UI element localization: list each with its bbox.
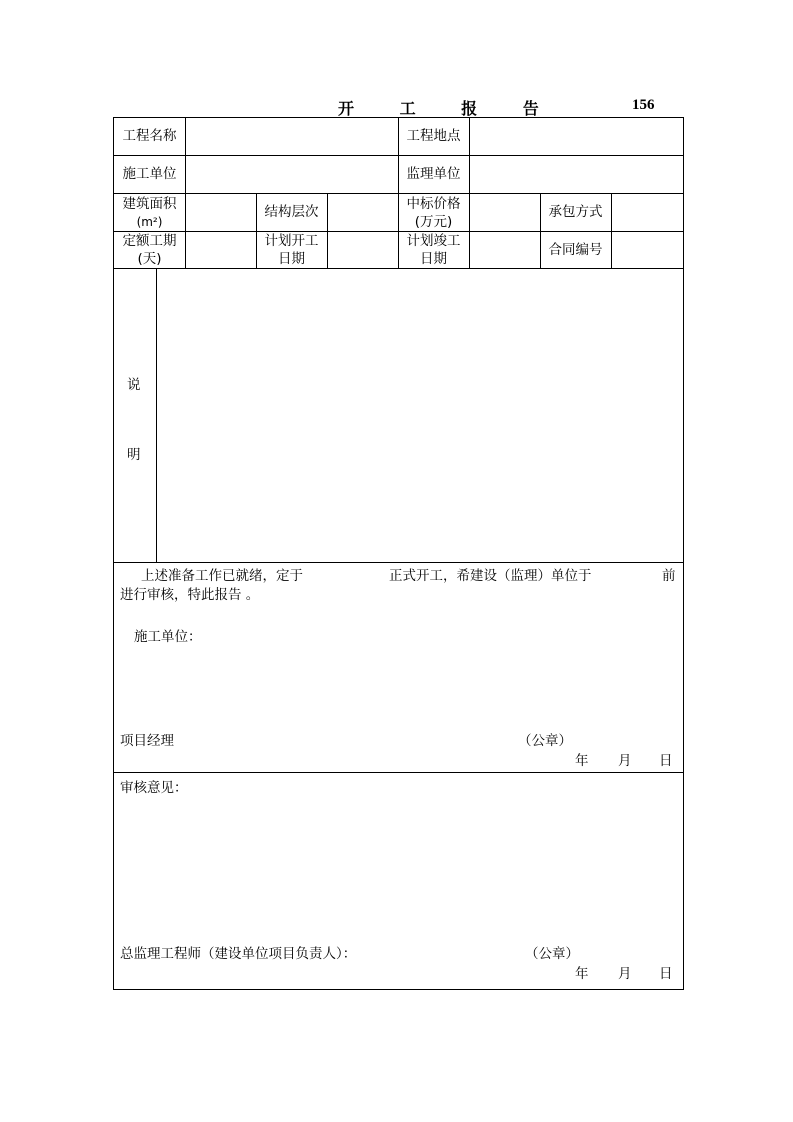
- declaration-line2: 进行审核，特此报告 。: [120, 587, 260, 603]
- declaration-line1-part3: 前: [662, 568, 676, 584]
- review-day: 日: [659, 966, 673, 982]
- description-char-1: 说: [127, 377, 141, 393]
- contract-no-label: 合同编号: [548, 241, 603, 258]
- declaration-seal: （公章）: [518, 733, 572, 749]
- bid-price-label-line2: (万元): [414, 213, 453, 230]
- plan-finish-label: [398, 232, 469, 268]
- quota-period-label-line2: (天): [137, 251, 162, 267]
- project-location-label: 工程地点: [406, 128, 461, 144]
- building-area-label: [114, 194, 185, 231]
- review-opinion-label: 审核意见：: [120, 780, 188, 796]
- row-divider: [114, 772, 683, 773]
- chief-supervisor-label: 总监理工程师（建设单位项目负责人）：: [120, 946, 357, 962]
- plan-finish-label-line1: 计划竣工: [406, 233, 461, 249]
- review-year: 年: [575, 966, 589, 982]
- bid-price-label-line1: 中标价格: [406, 195, 461, 212]
- plan-start-field[interactable]: [328, 232, 398, 268]
- plan-start-label-line1: 计划开工: [264, 233, 319, 249]
- declaration-month: 月: [618, 753, 632, 769]
- row-divider: [114, 562, 683, 563]
- declaration-line1-part1: 上述准备工作已就绪，定于: [141, 568, 303, 584]
- document-header: [0, 96, 793, 118]
- supervisor-field[interactable]: [470, 156, 683, 193]
- building-area-label-line1: 建筑面积: [122, 195, 177, 212]
- contractor-field[interactable]: [186, 156, 398, 193]
- start-report-form: [113, 117, 684, 990]
- page-number: 156: [632, 97, 655, 113]
- building-area-label-line2: (m²): [136, 214, 163, 229]
- contract-mode-label: 承包方式: [548, 204, 603, 220]
- quota-period-field[interactable]: [186, 232, 256, 268]
- contract-no-field[interactable]: [612, 232, 683, 268]
- description-field[interactable]: [157, 269, 683, 562]
- project-location-field[interactable]: [470, 118, 683, 155]
- quota-period-label: [114, 232, 185, 268]
- declaration-day: 日: [659, 753, 673, 769]
- plan-finish-label-line2: 日期: [420, 251, 447, 267]
- plan-start-label-line2: 日期: [278, 251, 305, 267]
- contractor-unit-label: 施工单位：: [134, 629, 202, 645]
- plan-start-label: [256, 232, 327, 268]
- project-name-label: 工程名称: [122, 128, 177, 144]
- structure-floors-field[interactable]: [328, 194, 398, 231]
- bid-price-field[interactable]: [470, 194, 540, 231]
- supervisor-label: 监理单位: [406, 166, 461, 182]
- declaration-year: 年: [575, 753, 589, 769]
- contract-mode-field[interactable]: [612, 194, 683, 231]
- bid-price-label: [398, 194, 469, 231]
- review-opinion-field[interactable]: [120, 800, 677, 940]
- page-title: 开 工 报 告: [338, 99, 559, 118]
- building-area-field[interactable]: [186, 194, 256, 231]
- description-char-2: 明: [127, 447, 141, 463]
- quota-period-label-line1: 定额工期: [122, 233, 177, 249]
- plan-finish-field[interactable]: [470, 232, 540, 268]
- contractor-label: 施工单位: [122, 166, 177, 182]
- project-manager-label: 项目经理: [120, 733, 174, 749]
- declaration-line1-part2: 正式开工，希建设（监理）单位于: [389, 568, 592, 584]
- review-seal: （公章）: [525, 946, 579, 962]
- review-month: 月: [618, 966, 632, 982]
- project-name-field[interactable]: [186, 118, 398, 155]
- structure-floors-label: 结构层次: [264, 204, 319, 220]
